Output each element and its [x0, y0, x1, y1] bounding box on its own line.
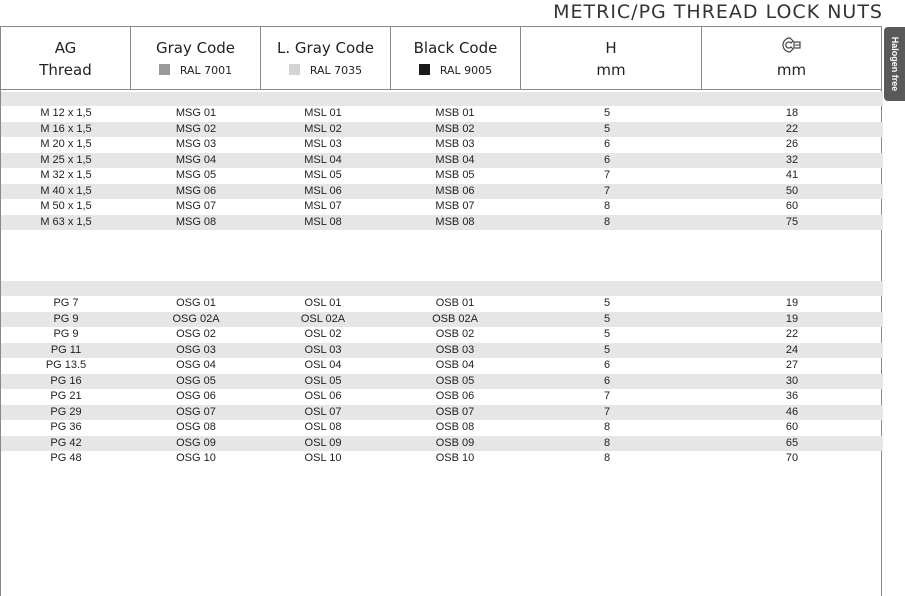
cell-h: 7	[603, 405, 611, 418]
cell-lgray: MSL 04	[304, 153, 342, 166]
table-row	[1, 436, 883, 452]
table-row	[1, 420, 883, 436]
cell-gray: MSG 03	[175, 138, 217, 150]
cell-lgray: OSL 03	[304, 343, 342, 356]
cell-thread: PG 42	[50, 436, 82, 449]
cell-h: 8	[603, 452, 611, 464]
wrench-icon	[702, 36, 881, 58]
cell-w: 70	[785, 452, 799, 464]
cell-thread: PG 21	[50, 390, 82, 402]
cell-black: MSB 05	[435, 169, 475, 181]
header-lgray-ral	[261, 64, 390, 77]
table-row	[1, 389, 883, 405]
cell-w: 24	[785, 343, 799, 356]
cell-w: 60	[785, 421, 799, 433]
header-h-label: H	[605, 39, 617, 57]
cell-gray: OSG 05	[176, 374, 216, 387]
halogen-free-tab	[884, 27, 905, 101]
cell-lgray: OSL 02	[304, 328, 342, 340]
cell-gray: OSG 02	[176, 328, 216, 340]
cell-gray: MSG 08	[175, 215, 217, 228]
cell-thread: PG 9	[53, 328, 79, 340]
cell-thread: PG 13.5	[45, 359, 87, 371]
cell-black: OSB 04	[435, 359, 475, 371]
product-table	[0, 26, 882, 596]
cell-black: MSB 04	[435, 153, 475, 166]
cell-w: 30	[785, 374, 799, 387]
cell-w: 50	[785, 184, 799, 197]
cell-lgray: OSL 07	[304, 405, 342, 418]
cell-gray: MSG 01	[175, 107, 217, 119]
cell-w: 26	[785, 138, 799, 150]
cell-w: 36	[785, 390, 799, 402]
cell-h: 7	[603, 390, 611, 402]
cell-lgray: MSL 02	[304, 122, 342, 135]
cell-black: OSB 01	[435, 297, 475, 309]
cell-thread: M 40 x 1,5	[40, 184, 92, 197]
cell-lgray: OSL 04	[304, 359, 342, 371]
header-thread-sub: Thread	[39, 61, 92, 79]
cell-thread: PG 48	[50, 452, 82, 464]
cell-thread: M 32 x 1,5	[40, 169, 92, 181]
cell-w: 60	[785, 200, 799, 212]
cell-gray: MSG 04	[175, 153, 217, 166]
cell-h: 8	[603, 200, 611, 212]
header-black-label: Black Code	[413, 39, 498, 57]
cell-gray: OSG 08	[176, 421, 216, 433]
gray-swatch	[159, 64, 170, 75]
cell-w: 19	[785, 297, 799, 309]
table-row	[1, 405, 883, 421]
header-lgray-label: L. Gray Code	[277, 39, 374, 57]
cell-lgray: OSL 01	[304, 297, 342, 309]
cell-gray: OSG 04	[176, 359, 216, 371]
cell-gray: MSG 06	[175, 184, 217, 197]
table-row	[1, 137, 883, 153]
cell-h: 6	[603, 374, 611, 387]
cell-h: 5	[603, 107, 611, 119]
cell-lgray: MSL 07	[304, 200, 342, 212]
header-gray-code	[131, 27, 261, 90]
cell-black: MSB 08	[435, 215, 475, 228]
cell-gray: MSG 07	[175, 200, 217, 212]
header-thread-label: AG	[54, 39, 77, 57]
cell-lgray: OSL 06	[304, 390, 342, 402]
cell-h: 6	[603, 138, 611, 150]
table-row	[1, 358, 883, 374]
cell-thread: PG 16	[50, 374, 82, 387]
cell-gray: OSG 01	[176, 297, 216, 309]
cell-h: 5	[603, 312, 611, 325]
cell-thread: M 16 x 1,5	[40, 122, 92, 135]
cell-thread: M 63 x 1,5	[40, 215, 92, 228]
cell-black: OSB 06	[435, 390, 475, 402]
cell-w: 32	[785, 153, 799, 166]
cell-thread: M 50 x 1,5	[40, 200, 92, 212]
cell-gray: OSG 09	[176, 436, 216, 449]
cell-h: 6	[603, 359, 611, 371]
header-black-code	[391, 27, 521, 90]
header-gray-ral	[131, 64, 260, 77]
spacer-band	[1, 281, 883, 296]
header-wrench-unit: mm	[776, 61, 807, 79]
cell-h: 8	[603, 436, 611, 449]
table-row	[1, 374, 883, 390]
cell-lgray: OSL 02A	[300, 312, 346, 325]
cell-lgray: OSL 10	[304, 452, 342, 464]
cell-lgray: OSL 09	[304, 436, 342, 449]
cell-h: 5	[603, 343, 611, 356]
cell-lgray: MSL 05	[304, 169, 342, 181]
cell-thread: PG 11	[50, 343, 82, 356]
table-row	[1, 451, 883, 467]
cell-lgray: OSL 05	[304, 374, 342, 387]
cell-lgray: MSL 03	[304, 138, 342, 150]
gray-ral-text: RAL 7001	[179, 64, 233, 77]
cell-h: 5	[603, 328, 611, 340]
cell-thread: M 25 x 1,5	[40, 153, 92, 166]
cell-thread: PG 9	[53, 312, 79, 325]
header-light-gray-code	[261, 27, 391, 90]
cell-h: 5	[603, 297, 611, 309]
cell-w: 75	[785, 215, 799, 228]
cell-lgray: MSL 06	[304, 184, 342, 197]
cell-gray: OSG 03	[176, 343, 216, 356]
cell-black: OSB 03	[435, 343, 475, 356]
table-row	[1, 168, 883, 184]
header-black-ral	[391, 64, 520, 77]
cell-black: MSB 02	[435, 122, 475, 135]
cell-black: OSB 07	[435, 405, 475, 418]
black-ral-text: RAL 9005	[439, 64, 493, 77]
cell-w: 46	[785, 405, 799, 418]
cell-black: MSB 03	[435, 138, 475, 150]
page-title: METRIC/PG THREAD LOCK NUTS	[553, 1, 883, 23]
cell-black: OSB 10	[435, 452, 475, 464]
cell-w: 41	[785, 169, 799, 181]
cell-w: 65	[785, 436, 799, 449]
cell-black: MSB 01	[435, 107, 475, 119]
cell-thread: PG 36	[50, 421, 82, 433]
header-h-unit: mm	[596, 61, 626, 79]
cell-h: 6	[603, 153, 611, 166]
table-row	[1, 327, 883, 343]
cell-black: OSB 09	[435, 436, 475, 449]
header-wrench-size	[702, 27, 881, 90]
cell-w: 19	[785, 312, 799, 325]
table-header	[1, 27, 881, 90]
table-row	[1, 122, 883, 138]
cell-gray: OSG 07	[176, 405, 216, 418]
header-thread	[1, 27, 131, 90]
cell-black: OSB 05	[435, 374, 475, 387]
cell-thread: M 20 x 1,5	[40, 138, 92, 150]
header-gray-label: Gray Code	[155, 39, 236, 57]
table-row	[1, 184, 883, 200]
cell-gray: MSG 02	[175, 122, 217, 135]
halogen-free-label: Halogen free	[889, 36, 900, 92]
cell-w: 27	[785, 359, 799, 371]
cell-black: MSB 07	[435, 200, 475, 212]
cell-h: 7	[603, 184, 611, 197]
cell-black: MSB 06	[435, 184, 475, 197]
cell-black: OSB 02	[435, 328, 475, 340]
table-row	[1, 215, 883, 231]
cell-thread: M 12 x 1,5	[40, 107, 92, 119]
table-row	[1, 343, 883, 359]
table-row	[1, 106, 883, 122]
cell-gray: OSG 02A	[172, 312, 220, 325]
cell-h: 8	[603, 421, 611, 433]
cell-gray: OSG 10	[176, 452, 216, 464]
cell-gray: OSG 06	[176, 390, 216, 402]
lgray-ral-text: RAL 7035	[309, 64, 363, 77]
cell-gray: MSG 05	[175, 169, 217, 181]
table-row	[1, 296, 883, 312]
cell-thread: PG 29	[50, 405, 82, 418]
cell-h: 7	[603, 169, 611, 181]
cell-w: 22	[785, 328, 799, 340]
cell-h: 8	[603, 215, 611, 228]
header-height	[521, 27, 702, 90]
black-swatch	[419, 64, 430, 75]
light-gray-swatch	[289, 64, 300, 75]
cell-lgray: MSL 01	[304, 107, 342, 119]
table-row	[1, 153, 883, 169]
table-row	[1, 199, 883, 215]
cell-lgray: MSL 08	[304, 215, 342, 228]
table-row	[1, 312, 883, 328]
cell-thread: PG 7	[53, 297, 79, 309]
cell-h: 5	[603, 122, 611, 135]
cell-w: 18	[785, 107, 799, 119]
cell-w: 22	[785, 122, 799, 135]
cell-lgray: OSL 08	[304, 421, 342, 433]
cell-black: OSB 08	[435, 421, 475, 433]
spacer-band	[1, 92, 883, 106]
cell-black: OSB 02A	[432, 312, 478, 325]
